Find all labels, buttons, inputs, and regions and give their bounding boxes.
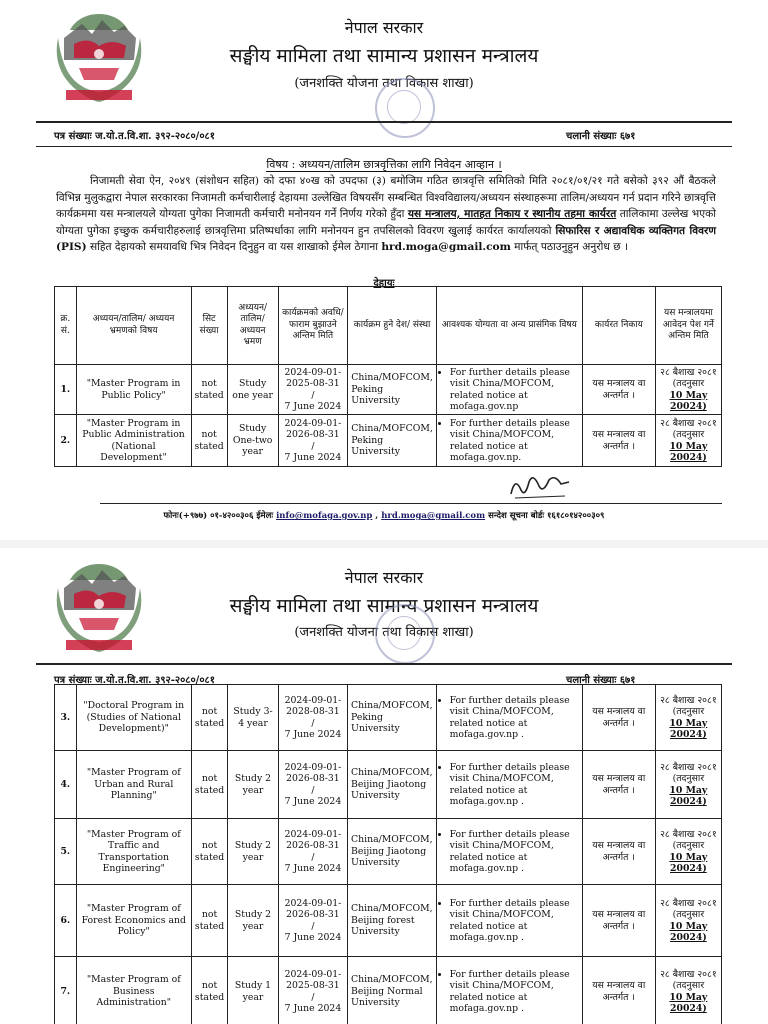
header-serial: क्र. सं. bbox=[55, 287, 77, 365]
footer-email-hrd[interactable]: hrd.moga@gmail.com bbox=[381, 511, 486, 521]
table-row: 6. "Master Program of Forest Economics and Policy" not stated Study 2 year 2024-09-01-2026-08-31 / 7 June 2024 China/MOFCOM, Beijing forest University • For further details please visit China/MOFCOM, related notice at mofaga.gov.np . यस मन्त्रालय वा अन्तर्गत । २८ बैशाख २०८१ (तदनुसार 10 May 20024) bbox=[55, 885, 722, 957]
header-country: कार्यक्रम हुने देश/ संस्था bbox=[348, 287, 437, 365]
table-row: 4. "Master Program of Urban and Rural Planning" not stated Study 2 year 2024-09-01-2026-08-31 / 7 June 2024 China/MOFCOM, Beijing Jiaotong University • For further details please visit China/MOFCOM, related notice at mofaga.gov.np . यस मन्त्रालय वा अन्तर्गत । २८ बैशाख २०८१ (तदनुसार 10 May 20024) bbox=[55, 751, 722, 819]
signature-icon bbox=[505, 468, 575, 502]
reference-number: पत्र संख्याः ज.यो.त.वि.शा. ३९२-२०८०/०८१ bbox=[54, 675, 215, 686]
ministry-title: सङ्घीय मामिला तथा सामान्य प्रशासन मन्त्रालय bbox=[229, 45, 539, 67]
header-seats: सिट संख्या bbox=[191, 287, 227, 365]
ministry-title: सङ्घीय मामिला तथा सामान्य प्रशासन मन्त्रालय bbox=[229, 595, 539, 617]
header-last-date: यस मन्त्रालयमा आवेदन पेश गर्ने अन्तिम मिति bbox=[655, 287, 721, 365]
office-seal-icon bbox=[375, 604, 435, 664]
scholarship-table-2 bbox=[54, 684, 722, 1024]
dispatch-number: चलानी संख्याः ६७१ bbox=[566, 675, 636, 686]
government-title: नेपाल सरकार bbox=[344, 568, 424, 587]
table-row: 5. "Master Program of Traffic and Transportation Engineering" not stated Study 2 year 2024-09-01-2026-08-31 / 7 June 2024 China/MOFCOM, Beijing Jiaotong University • For further details please visit China/MOFCOM, related notice at mofaga.gov.np . यस मन्त्रालय वा अन्तर्गत । २८ बैशाख २०८१ (तदनुसार 10 May 20024) bbox=[55, 819, 722, 885]
document-page-2 bbox=[0, 548, 768, 1024]
footer-divider bbox=[100, 503, 722, 504]
table-row: 3. "Doctoral Program in (Studies of National Development)" not stated Study 3-4 year 2024-09-01-2028-08-31 / 7 June 2024 China/MOFCOM, Peking University • For further details please visit China/MOFCOM, related notice at mofaga.gov.np . यस मन्त्रालय वा अन्तर्गत । २८ बैशाख २०८१ (तदनुसार 10 May 20024) bbox=[55, 685, 722, 751]
details-label: देहायः bbox=[373, 278, 395, 289]
table-row: 2. "Master Program in Public Administration (National Development" not stated Study One-two year 2024-09-01-2026-08-31 / 7 June 2024 China/MOFCOM, Peking University • For further details please visit China/MOFCOM, related notice at mofaga.gov.np. यस मन्त्रालय वा अन्तर्गत । २८ बैशाख २०८१ (तदनुसार 10 May 20024) bbox=[55, 415, 722, 467]
notice-subject: विषय : अध्ययन/तालिम छात्रवृत्तिका लागि निवेदन आव्हान । bbox=[266, 158, 502, 171]
header-requirement: आवश्यक योग्यता वा अन्य प्रासंगिक विषय bbox=[436, 287, 582, 365]
header-duration: कार्यक्रमको अवधि/फाराम बुझाउने अन्तिम मिति bbox=[278, 287, 348, 365]
notice-body: निजामती सेवा ऐन, २०४९ (संशोधन सहित) को दफा ४०ख को उपदफा (३) बमोजिम गठित छात्रवृत्ति समितिको मिति २०८१/०१/२१ गते बसेको ३९२ औं बैठकले विभिन्न मुलुकद्वारा नेपाल सरकारका निजामती कर्मचारीलाई देहायमा उल्लेखित विषयसँग सम्बन्धित विश्वविद्यालय/अध्ययन संस्थाहरूमा तालिम/अध्ययन गर्न प्रदान गरिने छात्रवृत्ति कार्यक्रममा यस मन्त्रालयले योग्यता पुगेका निजामती कर्मचारी मनोनयन गर्ने निर्णय गरेको हुँदा यस मन्त्रालय, मातहत निकाय र स्थानीय तहमा कार्यरत तालिकामा उल्लेख भएको योग्यता पुगेका इच्छुक कर्मचारीहरुलाई छात्रवृत्तिमा प्रतिष्पर्धाका लागि मनोनयन हुन तपसिलको विवरण खुलाई कार्यरत कार्यालयको सिफारिस र अद्यावधिक व्यक्तिगत विवरण (PIS) सहित देहायको समयावधि भित्र निवेदन दिनुहुन वा यस शाखाको ईमेल ठेगाना hrd.moga@gmail.com मार्फत् पठाउनुहुन अनुरोध छ । bbox=[56, 175, 716, 253]
header-divider bbox=[36, 121, 732, 123]
table-header-row bbox=[55, 287, 722, 365]
header-office: कार्यरत निकाय bbox=[582, 287, 655, 365]
government-title: नेपाल सरकार bbox=[344, 18, 424, 37]
table-row: 1. "Master Program in Public Policy" not stated Study one year 2024-09-01-2025-08-31 / 7 June 2024 China/MOFCOM, Peking University • For further details please visit China/MOFCOM, related notice at mofaga.gov.np यस मन्त्रालय वा अन्तर्गत । २८ बैशाख २०८१ (तदनुसार 10 May 20024) bbox=[55, 365, 722, 415]
dispatch-number: चलानी संख्याः ६७१ bbox=[566, 131, 636, 142]
footer-email-info[interactable]: info@mofaga.gov.np bbox=[276, 511, 373, 521]
contact-email: hrd.moga@gmail.com bbox=[381, 241, 511, 253]
office-seal-icon bbox=[375, 78, 435, 138]
branch-title: (जनशक्ति योजना तथा विकास शाखा) bbox=[294, 625, 474, 640]
branch-title: (जनशक्ति योजना तथा विकास शाखा) bbox=[294, 76, 474, 91]
scholarship-table-1 bbox=[54, 286, 722, 467]
header-divider bbox=[36, 663, 732, 665]
footer-contact: फोनः(+९७७) ०१-४२००३०६ ईमेलः info@mofaga.gov.np , hrd.moga@gmail.com सन्देश सूचना बोर्डः १६१८०१४२००३०९ bbox=[163, 511, 605, 521]
header-subject: अध्ययन/तालिम/ अध्ययन भ्रमणको विषय bbox=[76, 287, 191, 365]
reference-number: पत्र संख्याः ज.यो.त.वि.शा. ३९२-२०८०/०८१ bbox=[54, 131, 215, 142]
page-separator bbox=[0, 540, 768, 548]
reference-divider bbox=[36, 146, 732, 147]
header-type: अध्ययन/ तालिम/ अध्ययन भ्रमण bbox=[227, 287, 278, 365]
table-row: 7. "Master Program of Business Administration" not stated Study 1 year 2024-09-01-2025-08-31 / 7 June 2024 China/MOFCOM, Beijing Normal University • For further details please visit China/MOFCOM, related notice at mofaga.gov.np . यस मन्त्रालय वा अन्तर्गत । २८ बैशाख २०८१ (तदनुसार 10 May 20024) bbox=[55, 957, 722, 1024]
